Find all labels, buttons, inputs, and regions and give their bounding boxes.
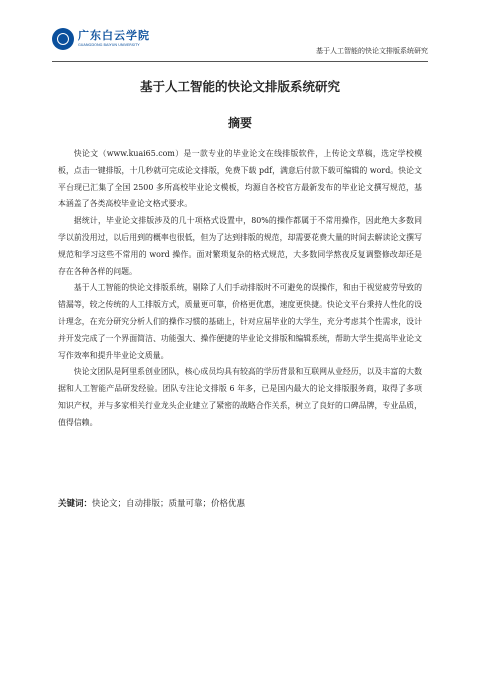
logo-text <box>78 30 150 48</box>
logo-english-name: GUANGDONG BAIYUN UNIVERSITY <box>78 43 140 47</box>
keywords-line <box>58 496 422 512</box>
abstract-heading: 摘要 <box>227 116 252 130</box>
university-logo <box>52 28 150 50</box>
university-seal-icon <box>52 28 74 50</box>
keywords-value: 快论文；自动排版；质量可靠；价格优惠 <box>92 499 246 509</box>
page-header <box>52 28 428 60</box>
abstract-paragraph: 基于人工智能的快论文排版系统，剔除了人们手动排版时不可避免的误操作，和由于视觉疲劳导致的错漏等，较之传统的人工排版方式，质量更可靠，价格更优惠，速度更快捷。快论文平台秉持人性化的设计理念，在充分研究分析人们的操作习惯的基础上，针对应届毕业的大学生，充分考虑其个性需求，设计并开发完成了一个界面简洁、功能强大、操作便捷的毕业论文排版和编辑系统，帮助大学生提高毕业论文写作效率和提升毕业论文质量。 <box>58 283 422 360</box>
abstract-body <box>58 146 422 432</box>
header-divider <box>52 61 428 62</box>
abstract-paragraph: 快论文（www.kuai65.com）是一款专业的毕业论文在线排版软件，上传论文草稿，选定学校模板，点击一键排版，十几秒就可完成论文排版，免费下载 pdf，满意后付款下载可编辑的 word。快论文平台现已汇集了全国 2500 多所高校毕业论文模板，均源自各校官方最新发布的毕业论文撰写规范，基本涵盖了各类高校毕业论文格式要求。 <box>58 149 422 209</box>
document-title: 基于人工智能的快论文排版系统研究 <box>139 79 340 94</box>
abstract-paragraph: 快论文团队是阿里系创业团队，核心成员均具有较高的学历背景和互联网从业经历，以及丰富的大数据和人工智能产品研发经验。团队专注论文排版 6 年多，已是国内最大的论文排版服务商，取得了多项知识产权，并与多家相关行业龙头企业建立了紧密的战略合作关系，树立了良好的口碑品牌，专业品质，值得信赖。 <box>58 367 422 427</box>
logo-name: 广东白云学院 <box>78 29 150 42</box>
keywords-label: 关键词： <box>58 499 93 509</box>
running-title: 基于人工智能的快论文排版系统研究 <box>316 47 428 55</box>
abstract-paragraph: 据统计，毕业论文排版涉及的几十项格式设置中，80%的操作都属于不常用操作，因此绝大多数同学以前没用过，以后用到的概率也很低，但为了达到排版的规范，却需要花费大量的时间去解读论文撰写规范和学习这些不常用的 word 操作。面对繁琐复杂的格式规范，大多数同学熬夜反复调整修改却还是存在各种各样的问题。 <box>58 216 422 276</box>
